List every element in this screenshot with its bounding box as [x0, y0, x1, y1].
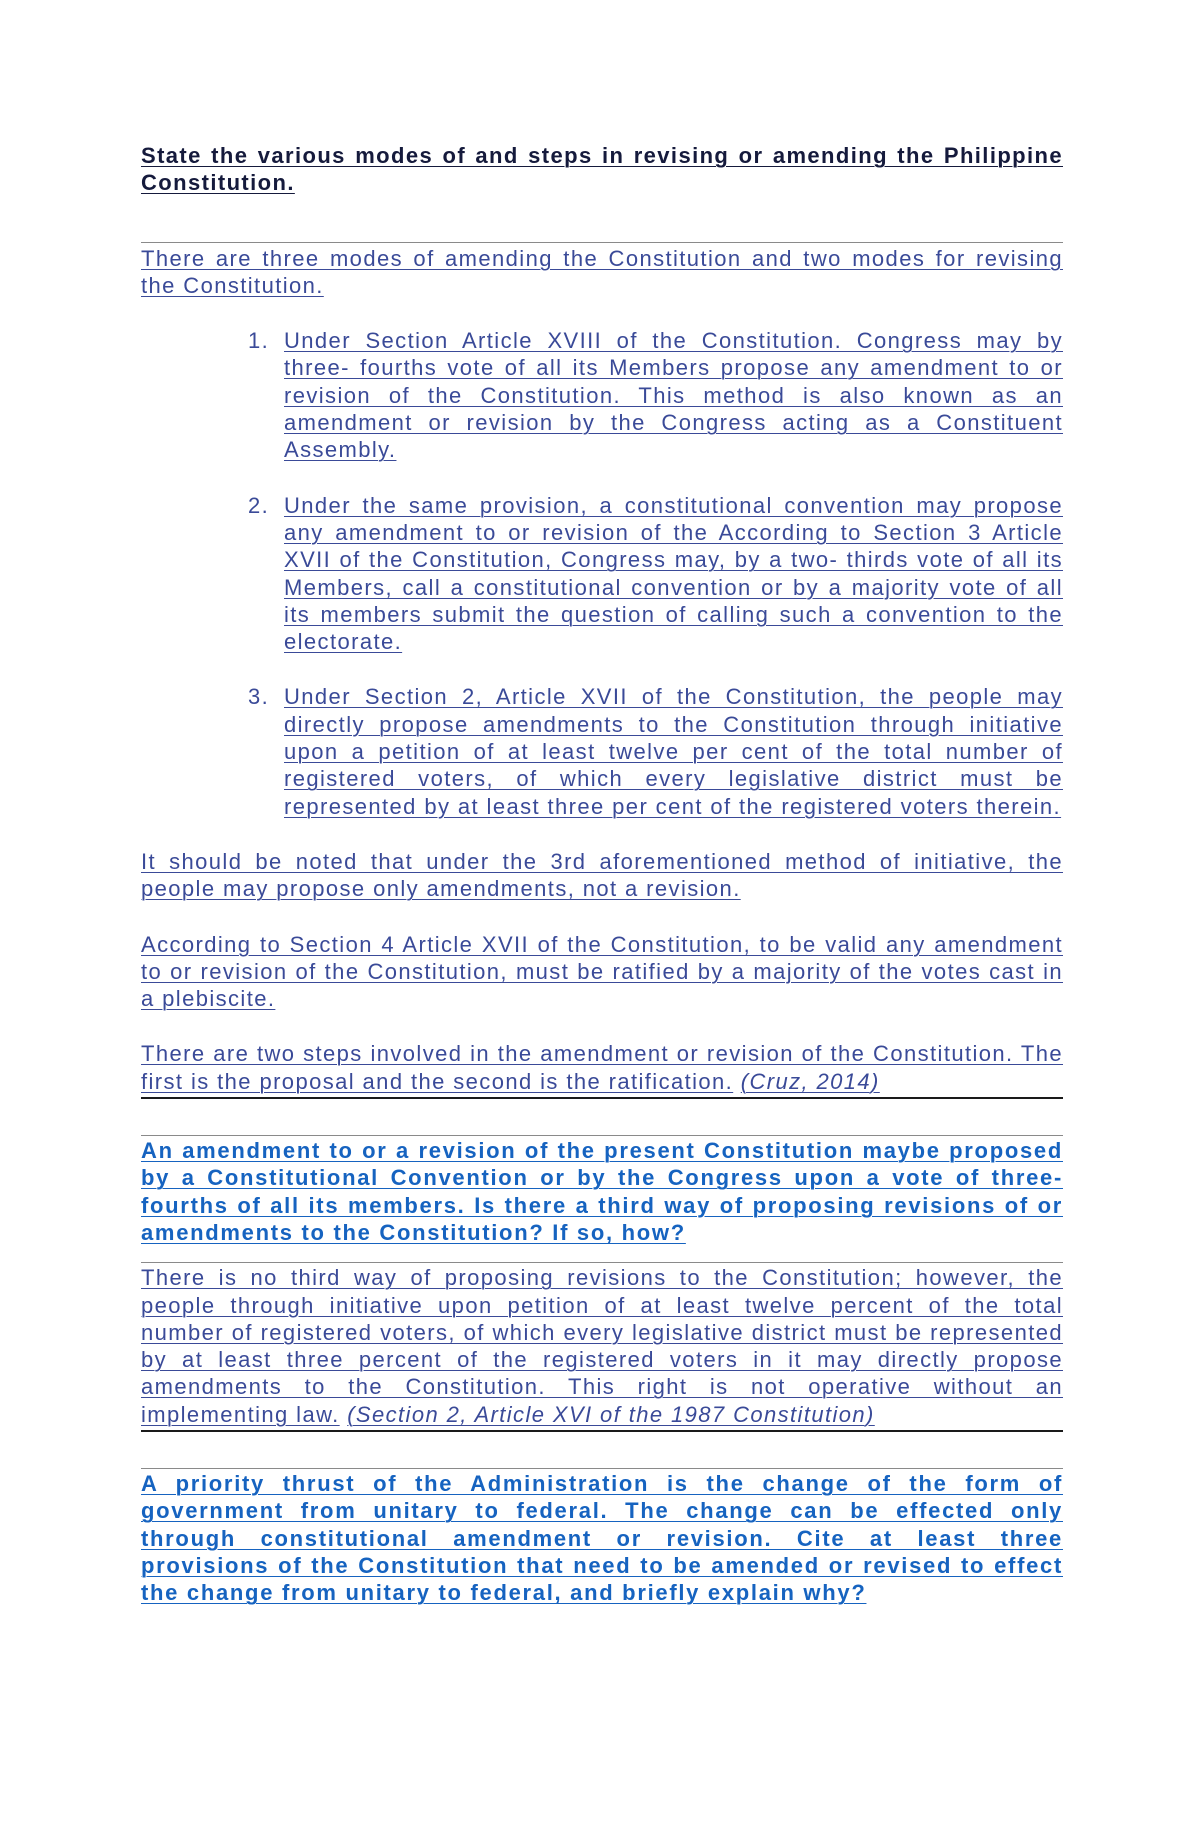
list-item-text: Under the same provision, a constitutional convention may propose any amendment to or revision of the According to Section 3 Article XVII of the Constitution, Congress may, by a two- thirds vote of all its Members, call a constitutional convention or by a majority vote of all its members submit the question of calling such a convention to the electorate. — [284, 492, 1063, 655]
separator-line — [141, 1468, 1063, 1469]
answer-2: There is no third way of proposing revisions to the Constitution; however, the people through initiative upon petition of at least twelve percent of the total number of registered voters, of which every legislative district must be represented by at least three percent of the registered voters in it may directly propose amendments to the Constitution. This right is not operative without an implementing law. (Section 2, Article XVI of the 1987 Constitution) — [141, 1265, 1063, 1427]
question-3: A priority thrust of the Administration is the change of the form of government from unitary to federal. The change can be effected only through constitutional amendment or revision. Cite at least three provisions of the Constitution that need to be amended or revised to effect the change from unitary to federal, and briefly explain why? — [141, 1470, 1063, 1606]
list-item — [141, 683, 1063, 819]
answer-1-intro: There are three modes of amending the Constitution and two modes for revising the Constitution. — [141, 245, 1063, 298]
answer-1-ratification: According to Section 4 Article XVII of the Constitution, to be valid any amendment to or revision of the Constitution, must be ratified by a majority of the votes cast in a plebiscite. — [141, 931, 1063, 1012]
answer-1-note: It should be noted that under the 3rd aforementioned method of initiative, the people may propose only amendments, not a revision. — [141, 848, 1063, 902]
citation: (Cruz, 2014) — [740, 1068, 880, 1094]
separator-line — [141, 242, 1063, 243]
list-item-number: 1. — [248, 328, 270, 354]
citation: (Section 2, Article XVI of the 1987 Constitution) — [347, 1401, 875, 1427]
list-item — [141, 327, 1063, 463]
list-item-text: Under Section 2, Article XVII of the Constitution, the people may directly propose amendments to the Constitution through initiative upon a petition of at least twelve per cent of the total number of registered voters, of which every legislative district must be represented by at least three per cent of the registered voters therein. — [284, 684, 1063, 819]
list-item-number: 3. — [248, 684, 270, 710]
answer-1-steps: There are two steps involved in the amendment or revision of the Constitution. The first is the proposal and the second is the ratification. (Cruz, 2014) — [141, 1041, 1063, 1094]
question-1: State the various modes of and steps in revising or amending the Philippine Constitution. — [141, 143, 1063, 196]
separator-line — [141, 1135, 1063, 1136]
list-item-text: Under Section Article XVIII of the Constitution. Congress may by three- fourths vote of all its Members propose any amendment to or revision of the Constitution. This method is also known as an amendment or revision by the Congress acting as a Constituent Assembly. — [284, 328, 1063, 463]
list-item-number: 2. — [248, 492, 270, 518]
question-2: An amendment to or a revision of the present Constitution maybe proposed by a Constitutional Convention or by the Congress upon a vote of three-fourths of all its members. Is there a third way of proposing revisions of or amendments to the Constitution? If so, how? — [141, 1138, 1063, 1245]
separator-line — [141, 1262, 1063, 1263]
list-item — [141, 492, 1063, 656]
document-page — [141, 142, 1063, 1606]
modes-list — [141, 327, 1063, 820]
